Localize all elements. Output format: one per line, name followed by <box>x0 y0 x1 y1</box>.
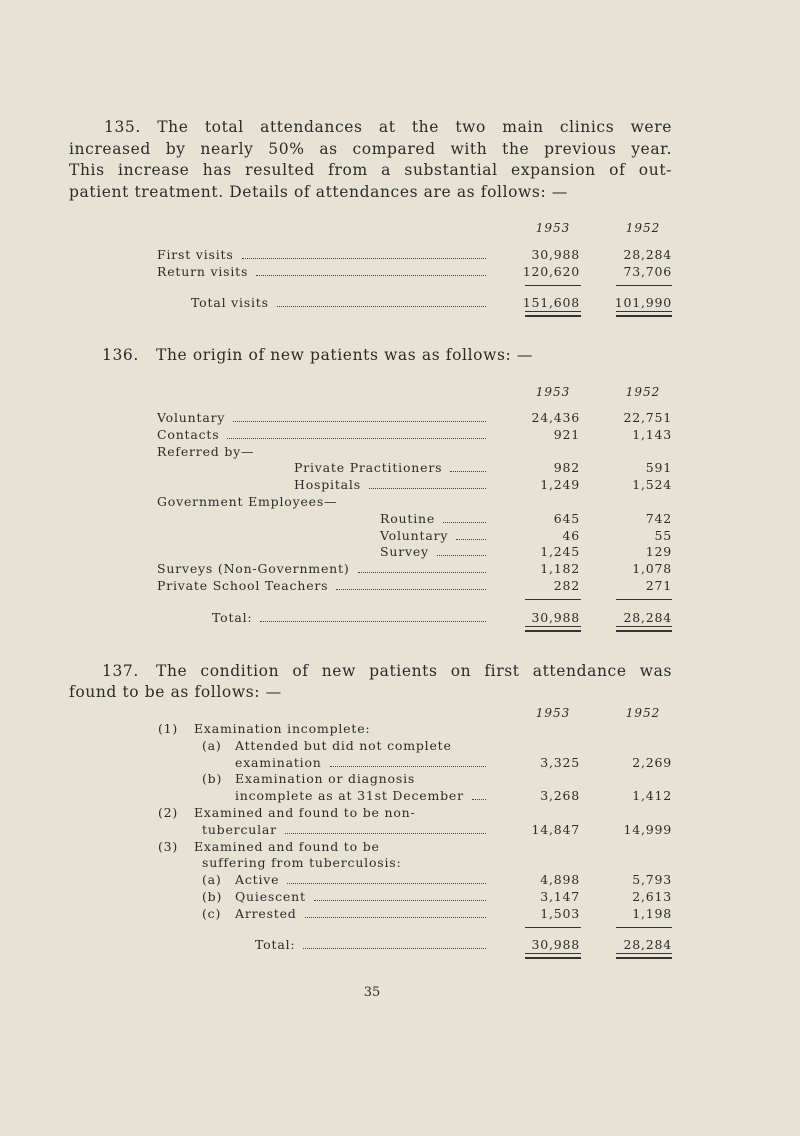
paragraph-line: patient treatment. Details of attendances are as follows: — <box>69 183 568 202</box>
sum-rule <box>525 927 581 928</box>
value-1952: 28,284 <box>623 936 672 952</box>
table-row <box>0 788 800 805</box>
table-row <box>0 738 800 755</box>
value-1953: 120,620 <box>522 263 580 279</box>
total-row <box>0 610 800 627</box>
row-label <box>191 295 486 312</box>
label-text: Surveys (Non-Government) <box>157 561 350 577</box>
sub-item-letter: (a) <box>202 737 222 753</box>
paragraph-137-line1: The condition of new patients on first attendance was <box>156 662 672 680</box>
value-1953: 921 <box>553 426 580 442</box>
label-text: Examined and found to be <box>194 838 380 854</box>
paragraph-136-text: The origin of new patients was as follows: — <box>156 346 533 364</box>
total-double-rule <box>616 311 672 317</box>
value-1953: 3,268 <box>540 788 580 804</box>
dot-leader <box>472 799 486 800</box>
value-1952: 1,198 <box>632 905 672 921</box>
table-row <box>0 721 800 738</box>
paragraph-137-line2: found to be as follows: — <box>69 683 282 701</box>
dot-leader <box>358 572 486 573</box>
row-label <box>158 805 486 822</box>
label-text: Quiescent <box>235 888 306 904</box>
table-row <box>0 494 800 511</box>
label-text: Contacts <box>157 426 220 442</box>
label-text: Examined and found to be non- <box>194 804 416 820</box>
table-row <box>0 511 800 528</box>
year-1953: 1953 <box>535 706 571 720</box>
value-1952: 5,793 <box>632 872 672 888</box>
sum-rule <box>616 285 672 286</box>
table-row <box>0 822 800 839</box>
table-row <box>0 427 800 444</box>
row-label <box>255 937 486 954</box>
item-number: (2) <box>158 804 179 820</box>
row-label <box>202 738 486 755</box>
label-text: examination <box>235 754 322 770</box>
dot-leader <box>437 555 486 556</box>
value-1953: 982 <box>553 460 580 476</box>
table-row <box>0 444 800 461</box>
dot-leader <box>456 539 486 540</box>
attendance-table <box>0 247 800 311</box>
item-number: (3) <box>158 838 179 854</box>
condition-table <box>0 721 800 953</box>
sum-rule <box>616 927 672 928</box>
year-1952: 1952 <box>625 385 661 399</box>
value-1953: 1,249 <box>540 477 580 493</box>
value-1953: 1,182 <box>540 561 580 577</box>
paragraph-135 <box>69 117 672 204</box>
dot-leader <box>277 306 486 307</box>
row-label <box>294 460 486 477</box>
year-1953: 1953 <box>535 385 571 399</box>
table-row <box>0 906 800 923</box>
label-text: Total: <box>255 936 296 952</box>
total-row <box>0 295 800 312</box>
row-label <box>202 906 486 923</box>
value-1952: 1,143 <box>632 426 672 442</box>
dot-leader <box>336 589 486 590</box>
total-double-rule <box>525 311 581 317</box>
label-text: Referred by— <box>157 443 255 459</box>
label-text: Voluntary <box>380 527 449 543</box>
label-text: First visits <box>157 247 234 262</box>
label-text: Private Practitioners <box>294 460 443 476</box>
value-1953: 1,245 <box>540 544 580 560</box>
label-text: Active <box>235 872 280 888</box>
label-text: Examination incomplete: <box>194 721 371 736</box>
year-header-137 <box>0 706 800 722</box>
table-row <box>0 410 800 427</box>
total-double-rule <box>525 626 581 632</box>
table-row <box>0 872 800 889</box>
sub-item-letter: (c) <box>202 905 222 921</box>
value-1952: 1,412 <box>632 788 672 804</box>
total-double-rule <box>616 626 672 632</box>
dot-leader <box>242 258 486 259</box>
value-1953: 282 <box>553 577 580 593</box>
label-text: Survey <box>380 544 429 560</box>
table-row <box>0 839 800 856</box>
row-label <box>157 427 486 444</box>
table-row <box>0 889 800 906</box>
value-1952: 2,613 <box>632 888 672 904</box>
paragraph-136-number: 136. <box>102 346 139 364</box>
value-1952: 129 <box>645 544 672 560</box>
label-text: Return visits <box>157 263 249 279</box>
sum-rule <box>525 599 581 600</box>
total-row <box>0 937 800 954</box>
item-number: (1) <box>158 721 179 736</box>
year-header-136 <box>0 385 800 401</box>
value-1952: 101,990 <box>614 294 672 310</box>
value-1952: 14,999 <box>623 821 672 837</box>
sum-rule <box>525 285 581 286</box>
table-row <box>0 460 800 477</box>
sub-item-letter: (a) <box>202 872 222 888</box>
label-text: Voluntary <box>157 410 226 425</box>
page-number: 35 <box>363 985 381 1000</box>
row-label <box>294 477 486 494</box>
row-label <box>158 721 486 738</box>
paragraph-line: 135. The total attendances at the two main clinics were <box>104 118 672 136</box>
value-1952: 1,078 <box>632 561 672 577</box>
label-text: Total visits <box>191 294 269 310</box>
row-label <box>380 511 486 528</box>
value-1952: 22,751 <box>623 410 672 425</box>
row-label <box>212 610 486 627</box>
year-1952: 1952 <box>625 221 661 235</box>
label-text: Arrested <box>235 905 297 921</box>
year-1953: 1953 <box>535 221 571 235</box>
label-text: Private School Teachers <box>157 577 329 593</box>
row-label <box>202 822 486 839</box>
value-1952: 271 <box>645 577 672 593</box>
dot-leader <box>260 621 486 622</box>
value-1953: 14,847 <box>531 821 580 837</box>
table-row <box>0 855 800 872</box>
row-label <box>202 872 486 889</box>
total-double-rule <box>616 953 672 959</box>
total-double-rule <box>525 953 581 959</box>
table-row <box>0 528 800 545</box>
row-label <box>157 561 486 578</box>
year-1952: 1952 <box>625 706 661 720</box>
row-label <box>157 264 486 281</box>
value-1953: 3,147 <box>540 888 580 904</box>
value-1952: 55 <box>654 527 672 543</box>
paragraph-line: This increase has resulted from a substantial expansion of out- <box>69 161 672 180</box>
value-1953: 30,988 <box>531 936 580 952</box>
dot-leader <box>330 766 486 767</box>
value-1952: 1,524 <box>632 477 672 493</box>
row-label <box>157 578 486 595</box>
row-label <box>235 788 486 805</box>
value-1953: 1,503 <box>540 905 580 921</box>
row-label <box>202 771 486 788</box>
table-row <box>0 544 800 561</box>
value-1953: 645 <box>553 510 580 526</box>
row-label <box>157 444 486 461</box>
label-text: Hospitals <box>294 477 361 493</box>
row-label <box>157 494 486 511</box>
dot-leader <box>305 917 486 918</box>
table-row <box>0 578 800 595</box>
label-text: Total: <box>212 609 253 625</box>
table-row <box>0 247 800 264</box>
row-label <box>202 889 486 906</box>
origin-table <box>0 410 800 627</box>
label-text: incomplete as at 31st December <box>235 788 464 804</box>
dot-leader <box>450 471 486 472</box>
table-row <box>0 264 800 281</box>
value-1952: 28,284 <box>623 247 672 262</box>
dot-leader <box>256 275 486 276</box>
sub-item-letter: (b) <box>202 888 223 904</box>
table-row <box>0 755 800 772</box>
value-1952: 2,269 <box>632 754 672 770</box>
row-label <box>380 544 486 561</box>
value-1953: 151,608 <box>522 294 580 310</box>
label-text: Routine <box>380 510 436 526</box>
paragraph-137-number: 137. <box>102 662 139 680</box>
row-label <box>235 755 486 772</box>
label-text: suffering from tuberculosis: <box>202 855 402 871</box>
dot-leader <box>285 833 486 834</box>
row-label <box>380 528 486 545</box>
table-row <box>0 477 800 494</box>
value-1952: 742 <box>645 510 672 526</box>
sum-rule <box>616 599 672 600</box>
value-1953: 4,898 <box>540 872 580 888</box>
value-1953: 30,988 <box>531 247 580 262</box>
row-label <box>157 247 486 264</box>
dot-leader <box>233 421 486 422</box>
table-row <box>0 771 800 788</box>
value-1953: 3,325 <box>540 754 580 770</box>
label-text: tubercular <box>202 821 277 837</box>
value-1953: 30,988 <box>531 609 580 625</box>
row-label <box>157 410 486 427</box>
table-row <box>0 805 800 822</box>
dot-leader <box>227 438 486 439</box>
row-label <box>158 839 486 856</box>
value-1952: 28,284 <box>623 609 672 625</box>
dot-leader <box>314 900 486 901</box>
label-text: Attended but did not complete <box>235 737 452 753</box>
dot-leader <box>303 948 486 949</box>
year-header-135 <box>0 221 800 237</box>
table-row <box>0 561 800 578</box>
sub-item-letter: (b) <box>202 771 223 787</box>
label-text: Government Employees— <box>157 493 338 509</box>
value-1952: 591 <box>645 460 672 476</box>
dot-leader <box>443 522 486 523</box>
paragraph-line: increased by nearly 50% as compared with the previous year. <box>69 139 672 158</box>
value-1953: 46 <box>562 527 580 543</box>
dot-leader <box>369 488 486 489</box>
dot-leader <box>287 883 486 884</box>
label-text: Examination or diagnosis <box>235 771 416 787</box>
value-1952: 73,706 <box>623 263 672 279</box>
row-label <box>202 855 486 872</box>
value-1953: 24,436 <box>531 410 580 425</box>
